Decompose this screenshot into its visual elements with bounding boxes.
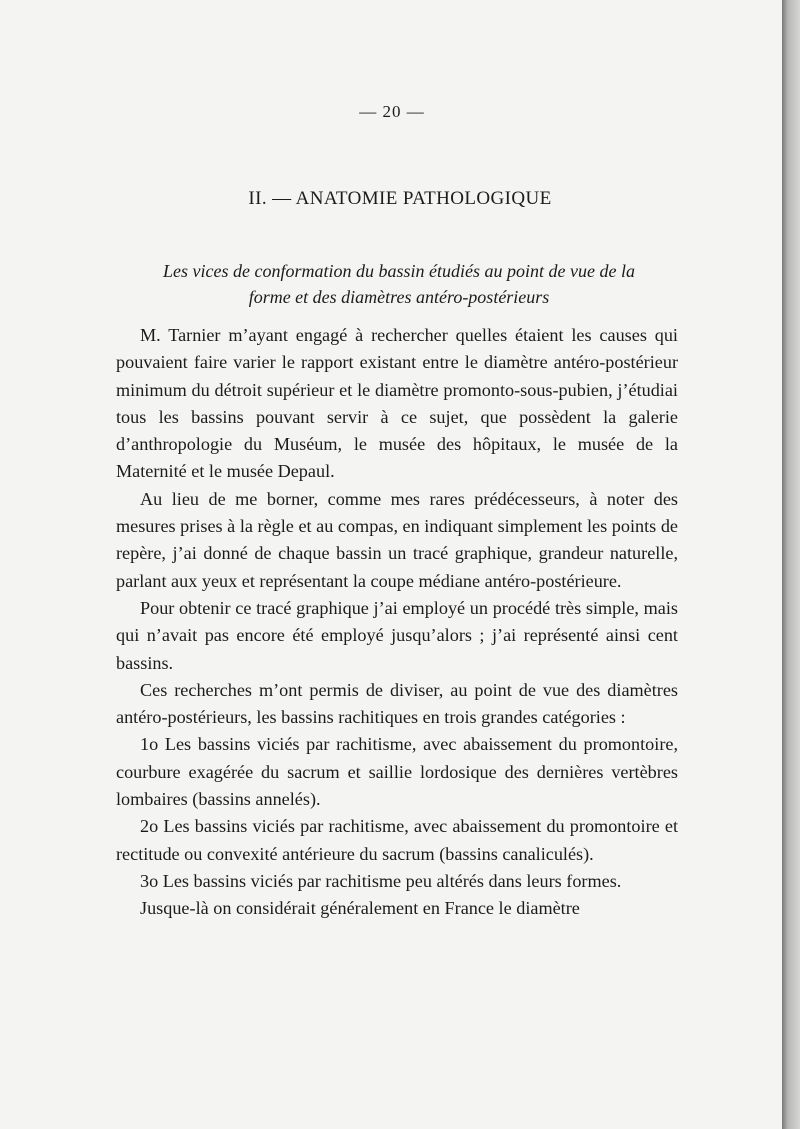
page-number: — 20 — bbox=[359, 102, 425, 121]
paragraph-jusque-la: Jusque-là on considérait généralement en France le diamètre bbox=[140, 898, 580, 919]
paragraph-category-3: 3o Les bassins viciés par rachitisme peu altérés dans leurs formes. bbox=[140, 870, 622, 891]
paragraph-categories: Ces recherches m’ont permis de diviser, au point de vue des diamètres antéro-postérieurs, les bassins rachitiques en trois grandes catégories : bbox=[116, 679, 678, 728]
paragraph-tarnier: M. Tarnier m’ayant engagé à rechercher quelles étaient les causes qui pouvaient faire varier le rapport existant entre le diamètre antéro-postérieur minimum du détroit supérieur et le diamètre promonto-sous-pubien, j’étudiai tous les bassins pouvant servir à ce sujet, que possèdent la galerie d’anthropologie du Muséum, le musée des hôpitaux, le musée de la Maternité et le musée Depaul. bbox=[116, 325, 678, 482]
paragraph-trace-graphique: Au lieu de me borner, comme mes rares prédécesseurs, à noter des mesures prises à la règle et au compas, en indiquant simplement les points de repère, j’ai donné de chaque bassin un tracé graphique, grandeur naturelle, parlant aux yeux et représentant la coupe médiane antéro-postérieure. bbox=[116, 488, 678, 591]
paragraph-procede: Pour obtenir ce tracé graphique j’ai employé un procédé très simple, mais qui n’avait pas encore été employé jusqu’alors ; j’ai représenté ainsi cent bassins. bbox=[116, 597, 678, 673]
section-title bbox=[120, 258, 678, 310]
paragraph-category-1: 1o Les bassins viciés par rachitisme, avec abaissement du promontoire, courbure exagérée du sacrum et saillie lordosique des dernières vertèbres lombaires (bassins annelés). bbox=[116, 734, 678, 810]
page-edge-shadow bbox=[782, 0, 800, 1129]
paragraph-category-2: 2o Les bassins viciés par rachitisme, avec abaissement du promontoire et rectitude ou convexité antérieure du sacrum (bassins canaliculés). bbox=[116, 816, 678, 864]
chapter-title: II. — ANATOMIE PATHOLOGIQUE bbox=[248, 188, 552, 209]
body-text bbox=[116, 322, 678, 923]
section-title-line-2: forme et des diamètres antéro-postérieurs bbox=[248, 287, 550, 307]
section-title-line-1: Les vices de conformation du bassin étudiés au point de vue de la bbox=[163, 261, 635, 281]
